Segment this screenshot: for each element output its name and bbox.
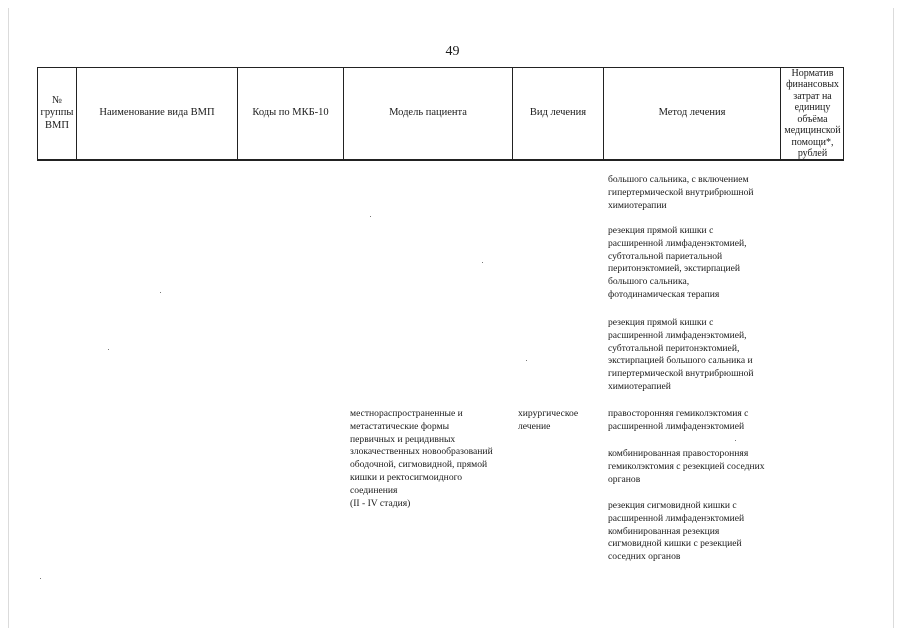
scan-speck xyxy=(370,216,371,217)
patient-model-text: местнораспространенные и метастатические формы первичных и рецидивных злокачественных новообразований ободочной, сигмовидной, прямой кишки и ректосигмоидного соединения (II - IV стадия) xyxy=(350,408,493,509)
method-text: комбинированная правосторонняя гемиколэктомия с резекцией соседних органов xyxy=(608,448,765,485)
scan-speck xyxy=(526,360,527,361)
table-header xyxy=(37,67,844,161)
header-group-number: № группы ВМП xyxy=(40,94,74,131)
scan-speck xyxy=(735,440,736,441)
method-text: резекция прямой кишки с расширенной лимфаденэктомией, субтотальной перитонэктомией, экстирпацией большого сальника и гипертермической внутрибрюшной химиотерапией xyxy=(608,317,754,392)
method-text: резекция прямой кишки с расширенной лимфаденэктомией, субтотальной париетальной перитонэктомией, экстирпацией большого сальника, фотодинамическая терапия xyxy=(608,225,747,300)
scan-speck xyxy=(482,262,483,263)
scan-edge xyxy=(8,8,9,628)
scan-edge xyxy=(893,8,894,628)
header-icd-codes: Коды по МКБ-10 xyxy=(252,107,329,119)
header-patient-model: Модель пациента xyxy=(389,107,467,119)
treatment-type-text: хирургическое лечение xyxy=(518,408,579,432)
scan-speck xyxy=(40,578,41,579)
header-treatment-method: Метод лечения xyxy=(658,107,726,119)
method-text: резекция сигмовидной кишки с расширенной лимфаденэктомией комбинированная резекция сигмовидной кишки с резекцией соседних органов xyxy=(608,500,745,563)
scan-speck xyxy=(108,349,109,350)
scan-speck xyxy=(160,292,161,293)
header-vmp-type: Наименование вида ВМП xyxy=(99,107,215,119)
header-treatment-type: Вид лечения xyxy=(529,107,587,119)
method-text: большого сальника, с включением гипертермической внутрибрюшной химиотерапии xyxy=(608,174,754,211)
method-text: правосторонняя гемиколэктомия с расширенной лимфаденэктомией xyxy=(608,408,749,432)
header-financial-norm: Норматив финансовых затрат на единицу объёма медицинской помощи*, рублей xyxy=(784,67,841,159)
page-number: 49 xyxy=(445,44,460,59)
